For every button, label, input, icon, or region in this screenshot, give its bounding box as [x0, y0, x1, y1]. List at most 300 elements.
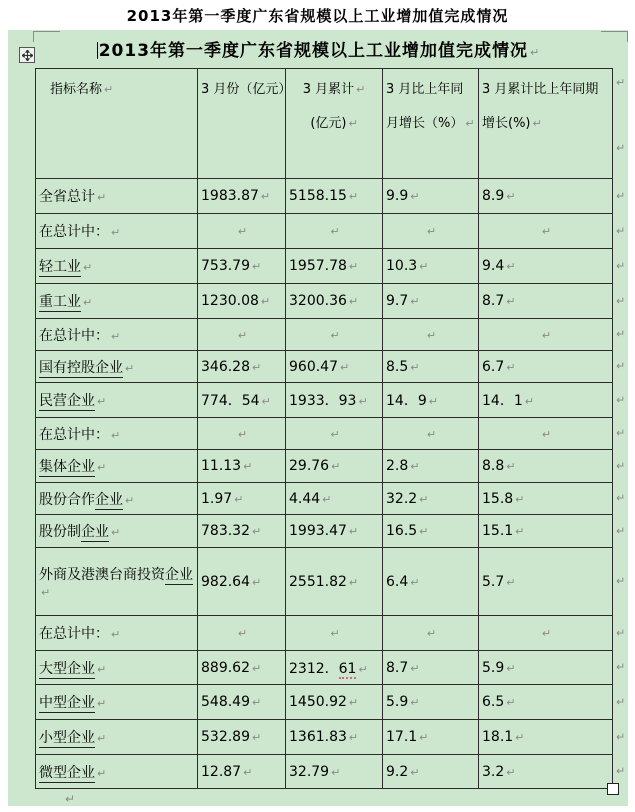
row-label-cell[interactable]: [36, 179, 198, 214]
header-line: [50, 75, 194, 109]
value-text: 18.1: [482, 729, 514, 745]
row-label-text-underlined: 企业: [165, 566, 193, 583]
text-cursor: [97, 42, 98, 59]
paragraph-mark: ↵: [97, 461, 107, 474]
value-cell[interactable]: [198, 515, 286, 548]
row-end-mark: ↵: [616, 393, 626, 406]
value-text: 8.7: [386, 659, 409, 676]
paragraph-mark: ↵: [252, 260, 262, 273]
header-text: 3 月累计: [302, 82, 355, 97]
table-row: [36, 179, 613, 214]
paragraph-mark: ↵: [348, 696, 359, 709]
paragraph-mark: ↵: [348, 260, 359, 273]
header-text: 3 月份（亿元）: [201, 82, 292, 97]
value-text: 1957.78: [289, 258, 347, 274]
value-cell[interactable]: [286, 319, 383, 351]
value-text: 6.4: [386, 573, 409, 590]
value-cell[interactable]: [198, 418, 286, 450]
row-end-mark: ↵: [616, 259, 626, 272]
value-cell[interactable]: [198, 450, 286, 483]
value-text: 2.8: [386, 458, 409, 474]
value-text: 1361.83: [289, 729, 347, 745]
paragraph-mark: ↵: [348, 190, 359, 203]
value-cell[interactable]: [286, 483, 383, 515]
row-label-cell[interactable]: [36, 214, 198, 249]
row-end-mark: ↵: [616, 141, 626, 155]
value-text: 15.1: [482, 523, 514, 539]
value-cell[interactable]: [383, 720, 479, 755]
value-text: 1993.47: [289, 523, 347, 539]
value-text: 14．1: [482, 393, 523, 409]
value-cell[interactable]: [198, 351, 286, 383]
document-title: 2013年第一季度广东省规模以上工业增加值完成情况: [126, 7, 509, 25]
table-row: [36, 284, 613, 319]
paragraph-mark: ↵: [83, 296, 93, 309]
value-text: 889.62: [201, 659, 250, 676]
value-cell[interactable]: [383, 284, 479, 319]
value-cell[interactable]: [286, 755, 383, 789]
paragraph-mark: ↵: [330, 328, 340, 342]
header-text: (亿元): [310, 116, 347, 131]
table-row: [36, 249, 613, 284]
paragraph-mark: ↵: [410, 295, 420, 308]
table-row: [36, 720, 613, 755]
value-cell[interactable]: [286, 515, 383, 548]
paragraph-mark: ↵: [541, 328, 552, 342]
paragraph-mark: ↵: [419, 731, 429, 744]
paragraph-mark: ↵: [506, 360, 516, 374]
paragraph-mark: ↵: [237, 427, 248, 441]
value-text: 1450.92: [289, 694, 347, 710]
paragraph-mark: ↵: [111, 526, 121, 539]
value-cell[interactable]: [479, 548, 613, 616]
row-end-mark: ↵: [616, 224, 626, 237]
row-label-text: 股份制: [39, 524, 81, 540]
paragraph-mark: ↵: [515, 492, 525, 506]
value-cell[interactable]: [198, 651, 286, 685]
paragraph-mark: ↵: [234, 492, 244, 506]
value-text: 9.4: [482, 258, 505, 274]
paragraph-mark: ↵: [322, 492, 332, 506]
paragraph-mark: ↵: [426, 328, 437, 342]
value-text: 8.8: [482, 458, 505, 474]
table-title-row: [8, 36, 628, 61]
value-cell[interactable]: [479, 351, 613, 383]
value-cell[interactable]: [286, 651, 383, 685]
paragraph-mark: ↵: [348, 575, 359, 589]
value-cell[interactable]: [286, 249, 383, 284]
value-cell[interactable]: [198, 548, 286, 616]
value-text: 1933．93: [289, 393, 357, 409]
paragraph-mark: ↵: [426, 627, 437, 640]
value-cell[interactable]: [479, 418, 613, 450]
paragraph-mark: ↵: [356, 83, 366, 96]
paragraph-mark: ↵: [261, 395, 271, 408]
header-text: 增长(%): [482, 116, 531, 131]
row-end-mark: ↵: [616, 626, 626, 639]
value-text: 6.5: [482, 694, 505, 710]
paragraph-mark: ↵: [515, 731, 525, 744]
value-cell[interactable]: [479, 685, 613, 720]
row-label-text-underlined: 重工业: [39, 294, 81, 310]
value-cell[interactable]: [198, 284, 286, 319]
paragraph-mark: ↵: [419, 260, 429, 273]
paragraph-mark: ↵: [410, 661, 420, 675]
row-label-cell[interactable]: [36, 651, 198, 685]
value-cell[interactable]: [198, 685, 286, 720]
row-end-mark: ↵: [616, 660, 626, 674]
header-line: [386, 75, 475, 109]
value-cell[interactable]: [479, 651, 613, 685]
value-cell[interactable]: [286, 450, 383, 483]
paragraph-mark: ↵: [111, 329, 121, 343]
value-cell[interactable]: [198, 616, 286, 651]
value-text: 32.2: [386, 490, 418, 507]
row-end-mark: ↵: [616, 459, 626, 472]
value-cell[interactable]: [479, 450, 613, 483]
value-cell[interactable]: [286, 418, 383, 450]
row-label-text-underlined: 大型企业: [39, 660, 95, 677]
paragraph-mark: ↵: [541, 225, 552, 238]
value-cell[interactable]: [198, 249, 286, 284]
paragraph-mark: ↵: [410, 765, 420, 779]
paragraph-mark: ↵: [426, 427, 437, 441]
value-text: 2551.82: [289, 573, 347, 590]
row-label-cell[interactable]: [36, 249, 198, 284]
paragraph-mark: ↵: [410, 190, 420, 203]
paragraph-mark: ↵: [125, 493, 135, 507]
paragraph-mark: ↵: [331, 765, 341, 779]
table-header-row: [36, 69, 613, 179]
header-line: [289, 75, 379, 109]
value-cell[interactable]: [383, 249, 479, 284]
header-cell[interactable]: [479, 69, 613, 179]
row-label-text: 在总计中：: [39, 224, 109, 240]
table-row: [36, 548, 613, 616]
value-cell[interactable]: [479, 515, 613, 548]
table-row: [36, 483, 613, 515]
paragraph-mark: ↵: [97, 697, 107, 710]
value-cell[interactable]: [198, 383, 286, 418]
paragraph-mark: ↵: [237, 225, 248, 238]
value-text: 17.1: [386, 729, 418, 745]
row-label-cell[interactable]: [36, 548, 198, 616]
value-text: 346.28: [201, 358, 250, 375]
value-cell[interactable]: [383, 450, 479, 483]
paragraph-mark: ↵: [260, 295, 271, 308]
value-text: 5.9: [386, 694, 409, 710]
document-page: [8, 30, 628, 806]
value-cell[interactable]: [383, 179, 479, 214]
value-cell[interactable]: [383, 616, 479, 651]
value-text: 8.9: [482, 188, 505, 204]
row-label-text: 在总计中：: [39, 327, 109, 344]
paragraph-mark: ↵: [506, 190, 516, 203]
value-cell[interactable]: [198, 755, 286, 789]
row-end-mark: ↵: [616, 764, 626, 778]
value-text: 548.49: [201, 694, 250, 710]
paragraph-mark: ↵: [428, 395, 438, 408]
paragraph-mark: ↵: [530, 46, 540, 59]
value-cell[interactable]: [479, 249, 613, 284]
row-label-cell[interactable]: [36, 755, 198, 789]
paragraph-mark: ↵: [358, 662, 368, 676]
header-cell[interactable]: [286, 69, 383, 179]
paragraph-mark: ↵: [426, 225, 437, 238]
value-text: 11.13: [201, 458, 242, 474]
paragraph-mark: ↵: [541, 627, 552, 640]
paragraph-mark: ↵: [252, 661, 262, 675]
value-cell[interactable]: [198, 483, 286, 515]
value-text: 774．54: [201, 393, 260, 409]
header-text: 3 月累计比上年同期: [482, 82, 599, 97]
paragraph-mark: ↵: [97, 395, 107, 408]
value-text: 9.2: [386, 763, 409, 780]
value-cell[interactable]: [479, 284, 613, 319]
value-cell[interactable]: [198, 214, 286, 249]
table-title[interactable]: 2013年第一季度广东省规模以上工业增加值完成情况: [98, 41, 529, 61]
paragraph-mark: ↵: [506, 295, 516, 308]
value-text: 16.5: [386, 523, 418, 539]
paragraph-mark: ↵: [97, 732, 107, 745]
row-end-mark: ↵: [616, 76, 626, 89]
paragraph-mark: ↵: [541, 427, 552, 441]
value-cell[interactable]: [383, 755, 479, 789]
value-cell[interactable]: [383, 214, 479, 249]
row-end-mark: ↵: [616, 294, 626, 307]
value-text: 783.32: [201, 523, 250, 539]
row-label-cell[interactable]: [36, 450, 198, 483]
value-cell[interactable]: [383, 351, 479, 383]
value-cell[interactable]: [286, 179, 383, 214]
row-label-text-underlined: 微型企业: [39, 764, 95, 781]
value-cell[interactable]: [383, 483, 479, 515]
row-label-cell[interactable]: [36, 418, 198, 450]
value-cell[interactable]: [383, 515, 479, 548]
value-cell[interactable]: [286, 616, 383, 651]
table-body: [36, 69, 613, 789]
paragraph-mark: ↵: [97, 662, 107, 676]
paragraph-mark: ↵: [410, 575, 420, 589]
paragraph-mark: ↵: [532, 117, 542, 130]
paragraph-mark: ↵: [410, 460, 420, 473]
paragraph-mark: ↵: [237, 627, 248, 640]
paragraph-mark: ↵: [65, 792, 76, 806]
header-text: 指标名称: [50, 82, 103, 97]
paragraph-mark: ↵: [348, 525, 359, 538]
value-cell[interactable]: [286, 685, 383, 720]
value-text: 5.9: [482, 659, 505, 676]
value-text: 29.76: [289, 458, 330, 474]
value-text: 5.7: [482, 573, 505, 590]
value-cell[interactable]: [383, 548, 479, 616]
row-end-mark: ↵: [616, 730, 626, 743]
header-cell[interactable]: [36, 69, 198, 179]
row-label-text-underlined: 企业: [95, 491, 123, 508]
value-cell[interactable]: [479, 319, 613, 351]
spellcheck-marked-text: 61: [338, 660, 357, 677]
paragraph-mark: ↵: [410, 696, 420, 709]
paragraph-mark: ↵: [419, 525, 429, 538]
value-text: 14．9: [386, 393, 427, 409]
value-cell[interactable]: [479, 214, 613, 249]
value-cell[interactable]: [383, 651, 479, 685]
value-text: 982.64: [201, 573, 250, 590]
header-line: [386, 109, 475, 143]
value-cell[interactable]: [286, 548, 383, 616]
paragraph-mark: ↵: [83, 261, 93, 274]
row-label-text-underlined: 企业: [81, 524, 109, 540]
value-cell[interactable]: [383, 319, 479, 351]
table-row: [36, 214, 613, 249]
paragraph-mark: ↵: [515, 525, 525, 538]
row-end-mark: ↵: [616, 189, 626, 202]
paragraph-mark: ↵: [330, 225, 340, 238]
value-cell[interactable]: [198, 179, 286, 214]
header-line: [482, 109, 609, 143]
value-text: 15.8: [482, 490, 514, 507]
value-cell[interactable]: [383, 383, 479, 418]
paragraph-mark: ↵: [252, 731, 262, 744]
row-label-text: 在总计中：: [39, 426, 109, 443]
paragraph-mark: ↵: [524, 395, 534, 408]
row-label-cell[interactable]: [36, 515, 198, 548]
paragraph-mark: ↵: [243, 765, 253, 779]
paragraph-mark: ↵: [97, 191, 107, 204]
row-label-text-underlined: 小型企业: [39, 730, 95, 746]
value-text: 6.7: [482, 358, 505, 375]
value-text: 753.79: [201, 258, 250, 274]
row-label-text: 在总计中：: [39, 626, 109, 642]
row-label-cell[interactable]: [36, 616, 198, 651]
value-cell[interactable]: [383, 418, 479, 450]
table-resize-handle[interactable]: [607, 783, 619, 795]
value-text: 10.3: [386, 258, 418, 274]
row-label-cell[interactable]: [36, 383, 198, 418]
data-table: [35, 68, 613, 789]
paragraph-mark: ↵: [506, 661, 516, 675]
value-text: 532.89: [201, 729, 250, 745]
paragraph-mark: ↵: [358, 395, 368, 408]
paragraph-mark: ↵: [252, 575, 262, 589]
value-text: 12.87: [201, 763, 242, 780]
value-cell[interactable]: [198, 720, 286, 755]
row-label-text-underlined: 民营企业: [39, 393, 95, 409]
row-end-mark: ↵: [616, 524, 626, 537]
table-row: [36, 383, 613, 418]
paragraph-mark: ↵: [260, 190, 271, 203]
paragraph-mark: ↵: [506, 696, 516, 709]
value-cell[interactable]: [198, 319, 286, 351]
paragraph-mark: ↵: [331, 460, 341, 473]
table-row: [36, 351, 613, 383]
row-label-text: 外商及港澳台商投资: [39, 566, 165, 583]
row-end-mark: ↵: [616, 327, 626, 341]
paragraph-mark: ↵: [506, 260, 516, 273]
row-label-cell[interactable]: [36, 720, 198, 755]
table-row: [36, 651, 613, 685]
value-cell[interactable]: [383, 685, 479, 720]
row-label-text-underlined: 国有控股企业: [39, 359, 123, 376]
table-row: [36, 755, 613, 789]
header-cell[interactable]: [383, 69, 479, 179]
paragraph-mark: ↵: [506, 460, 516, 473]
table-row: [36, 616, 613, 651]
paragraph-mark: ↵: [252, 525, 262, 538]
paragraph-mark: ↵: [465, 117, 475, 130]
table-row: [36, 450, 613, 483]
row-end-mark: ↵: [616, 491, 626, 505]
value-text: 1.97: [201, 490, 233, 507]
paragraph-mark: ↵: [410, 360, 420, 374]
paragraph-mark: ↵: [97, 766, 107, 780]
row-end-mark: ↵: [616, 426, 626, 440]
paragraph-mark: ↵: [111, 628, 121, 641]
header-line: [289, 109, 379, 143]
value-cell[interactable]: [479, 179, 613, 214]
row-label-cell[interactable]: [36, 351, 198, 383]
paragraph-mark: ↵: [348, 731, 359, 744]
paragraph-mark: ↵: [506, 765, 516, 779]
value-cell[interactable]: [479, 383, 613, 418]
paragraph-mark: ↵: [111, 428, 121, 442]
header-text: 3 月比上年同: [386, 82, 464, 97]
value-cell[interactable]: [479, 616, 613, 651]
paragraph-mark: ↵: [243, 460, 253, 473]
value-cell[interactable]: [286, 284, 383, 319]
value-text: 4.44: [289, 490, 321, 507]
value-cell[interactable]: [286, 720, 383, 755]
paragraph-mark: ↵: [237, 328, 248, 342]
value-text: 960.47: [289, 358, 338, 375]
value-cell[interactable]: [286, 351, 383, 383]
value-cell[interactable]: [286, 383, 383, 418]
table-row: [36, 515, 613, 548]
value-text: 8.5: [386, 358, 409, 375]
paragraph-mark: ↵: [419, 492, 429, 506]
value-cell[interactable]: [479, 755, 613, 789]
paragraph-mark: ↵: [252, 696, 262, 709]
value-cell[interactable]: [479, 483, 613, 515]
value-cell[interactable]: [479, 720, 613, 755]
row-label-cell[interactable]: [36, 685, 198, 720]
value-cell[interactable]: [286, 214, 383, 249]
row-label-text: 股份合作: [39, 491, 95, 508]
row-end-mark: ↵: [616, 695, 626, 708]
row-label-text-underlined: 轻工业: [39, 259, 81, 275]
paragraph-mark: ↵: [506, 575, 516, 589]
row-end-mark: ↵: [616, 359, 626, 373]
row-label-cell[interactable]: [36, 284, 198, 319]
value-text: 1983.87: [201, 188, 259, 204]
row-label-text-underlined: 集体企业: [39, 459, 95, 475]
paragraph-mark: ↵: [111, 226, 121, 239]
paragraph-mark: ↵: [340, 360, 350, 374]
value-text: 3.2: [482, 763, 505, 780]
paragraph-mark: ↵: [330, 427, 340, 441]
value-text: 2312．: [289, 660, 339, 677]
row-label-cell[interactable]: [36, 319, 198, 351]
value-text: 9.7: [386, 293, 409, 309]
paragraph-mark: ↵: [104, 83, 114, 96]
row-end-mark: ↵: [616, 574, 626, 588]
row-label-cell[interactable]: [36, 483, 198, 515]
row-label-text: 全省总计: [39, 189, 95, 205]
table-row: [36, 418, 613, 450]
header-cell[interactable]: [198, 69, 292, 179]
header-text: 月增长（%）: [386, 116, 464, 131]
paragraph-mark: ↵: [125, 361, 135, 375]
